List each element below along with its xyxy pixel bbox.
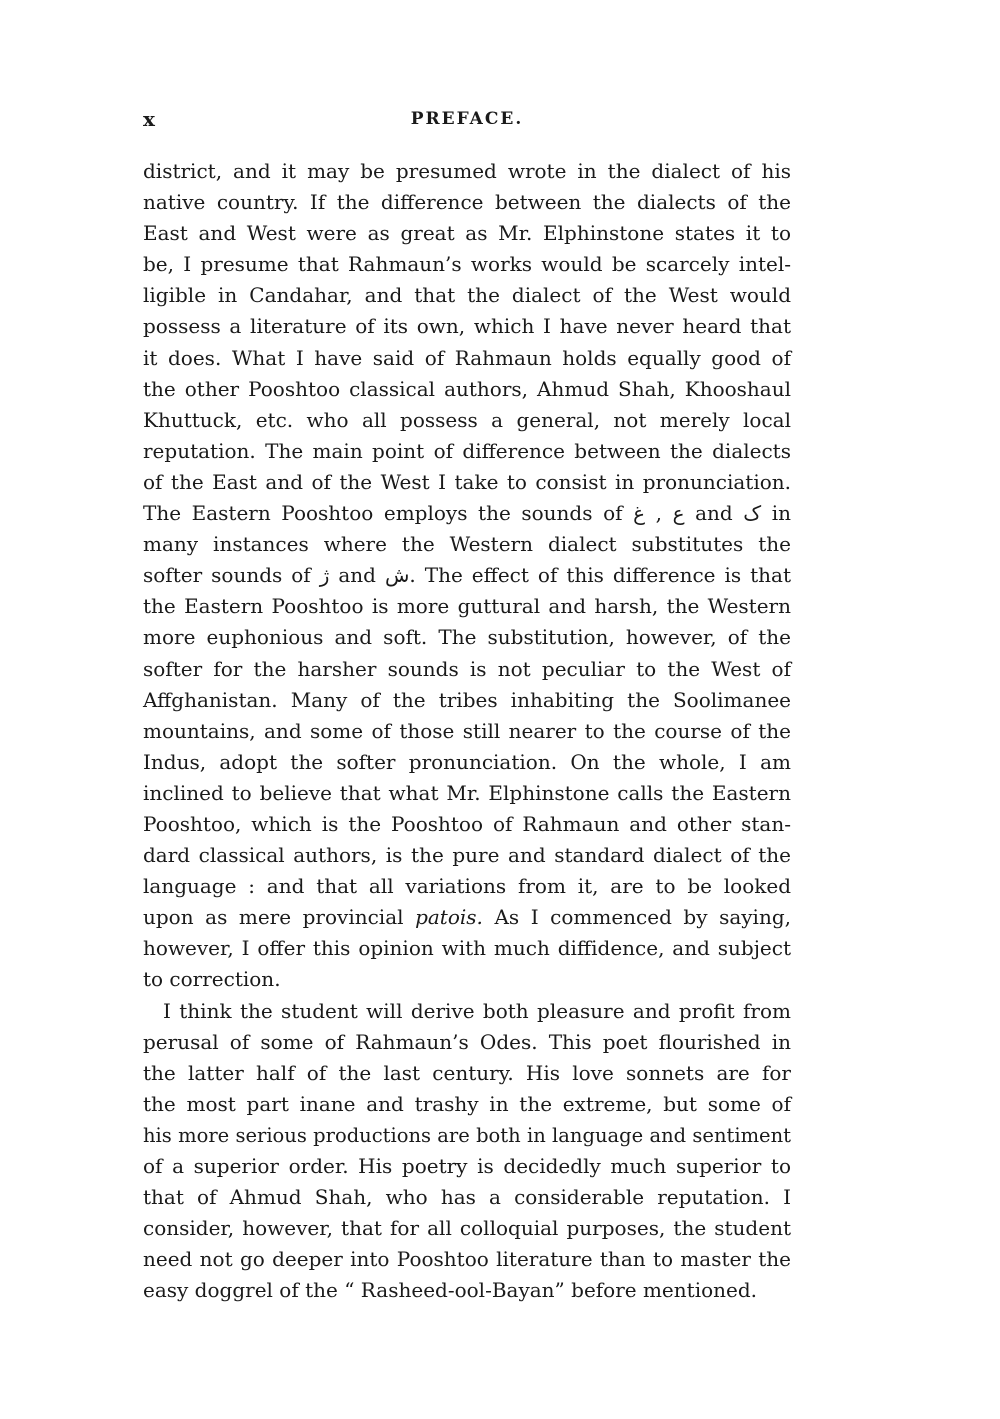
page-title: PREFACE. [410,109,524,129]
text-line: Pooshtoo, which is the Pooshtoo of Rahmaun and other stan- [143,811,791,836]
line-segment: in [771,501,792,526]
text-line: however, I offer this opinion with much diffidence, and subject [143,936,791,961]
body-text [143,156,791,1306]
text-line: language : and that all variations from it, are to be looked [143,874,791,899]
text-line-arabic [143,498,791,529]
line-segment: upon as mere provincial [143,905,404,930]
line-segment: , [655,501,662,526]
line-segment: softer sounds of [143,563,311,588]
arabic-letter-kaf: ک [743,501,762,526]
text-line: mountains, and some of those still nearer to the course of the [143,718,791,743]
line-segment: and [338,563,376,588]
text-line: of a superior order. His poetry is decidedly much superior to [143,1154,791,1178]
text-line: it does. What I have said of Rahmaun holds equally good of [143,345,791,370]
line-segment: . The effect of this difference is that [409,563,792,588]
text-line: ligible in Candahar, and that the dialect of the West would [143,283,791,308]
line-segment: and [695,501,733,526]
text-line: consider, however, that for all colloquial purposes, the student [143,1216,791,1241]
text-line: his more serious productions are both in language and sentiment [143,1123,791,1147]
text-line: perusal of some of Rahmaun’s Odes. This poet flourished in [143,1029,791,1054]
line-segment: The Eastern Pooshtoo employs the sounds of [143,501,623,526]
text-line: inclined to believe that what Mr. Elphinstone calls the Eastern [143,780,791,805]
text-line: dard classical authors, is the pure and standard dialect of the [143,843,791,868]
text-line: the latter half of the last century. His love sonnets are for [143,1060,791,1085]
text-line: possess a literature of its own, which I have never heard that [143,314,791,339]
text-line: to correction. [143,967,281,992]
text-line: native country. If the difference between the dialects of the [143,190,791,215]
text-line: reputation. The main point of difference between the dialects [143,438,791,463]
text-line: of the East and of the West I take to consist in pronunciation. [143,469,791,494]
text-line-italic [143,902,791,933]
text-line: more euphonious and soft. The substitution, however, of the [143,625,791,650]
page-number: x [143,107,155,131]
text-line: the other Pooshtoo classical authors, Ahmud Shah, Khooshaul [143,376,791,401]
line-segment: As I commenced by saying, [494,905,791,930]
text-line: Khuttuck, etc. who all possess a general, not merely local [143,407,791,432]
text-line: district, and it may be presumed wrote in the dialect of his [143,159,791,183]
text-line: easy doggrel of the “ Rasheed-ool-Bayan” before mentioned. [143,1278,758,1303]
text-line: that of Ahmud Shah, who has a considerable reputation. I [143,1185,791,1210]
text-line: the Eastern Pooshtoo is more guttural and harsh, the Western [143,594,791,619]
text-line: need not go deeper into Pooshtoo literature than to master the [143,1247,791,1272]
arabic-letter-zhe: ژ [319,563,330,588]
arabic-letter-ghain: غ [633,501,646,526]
text-line: many instances where the Western dialect substitutes the [143,532,791,557]
text-line: softer for the harsher sounds is not peculiar to the West of [143,656,791,681]
text-line: Affghanistan. Many of the tribes inhabiting the Soolimanee [143,687,791,712]
running-head [143,106,791,132]
arabic-letter-ain: ع [672,501,685,526]
arabic-letter-sheen: ش [384,563,410,588]
text-line-arabic [143,560,791,591]
text-line: the most part inane and trashy in the extreme, but some of [143,1091,791,1116]
text-line: I think the student will derive both pleasure and profit from [163,998,791,1023]
text-line: Indus, adopt the softer pronunciation. On the whole, I am [143,749,791,774]
text-line: be, I presume that Rahmaun’s works would be scarcely intel- [143,252,791,277]
text-line: East and West were as great as Mr. Elphinstone states it to [143,221,791,246]
italic-term: patois. [415,905,483,930]
